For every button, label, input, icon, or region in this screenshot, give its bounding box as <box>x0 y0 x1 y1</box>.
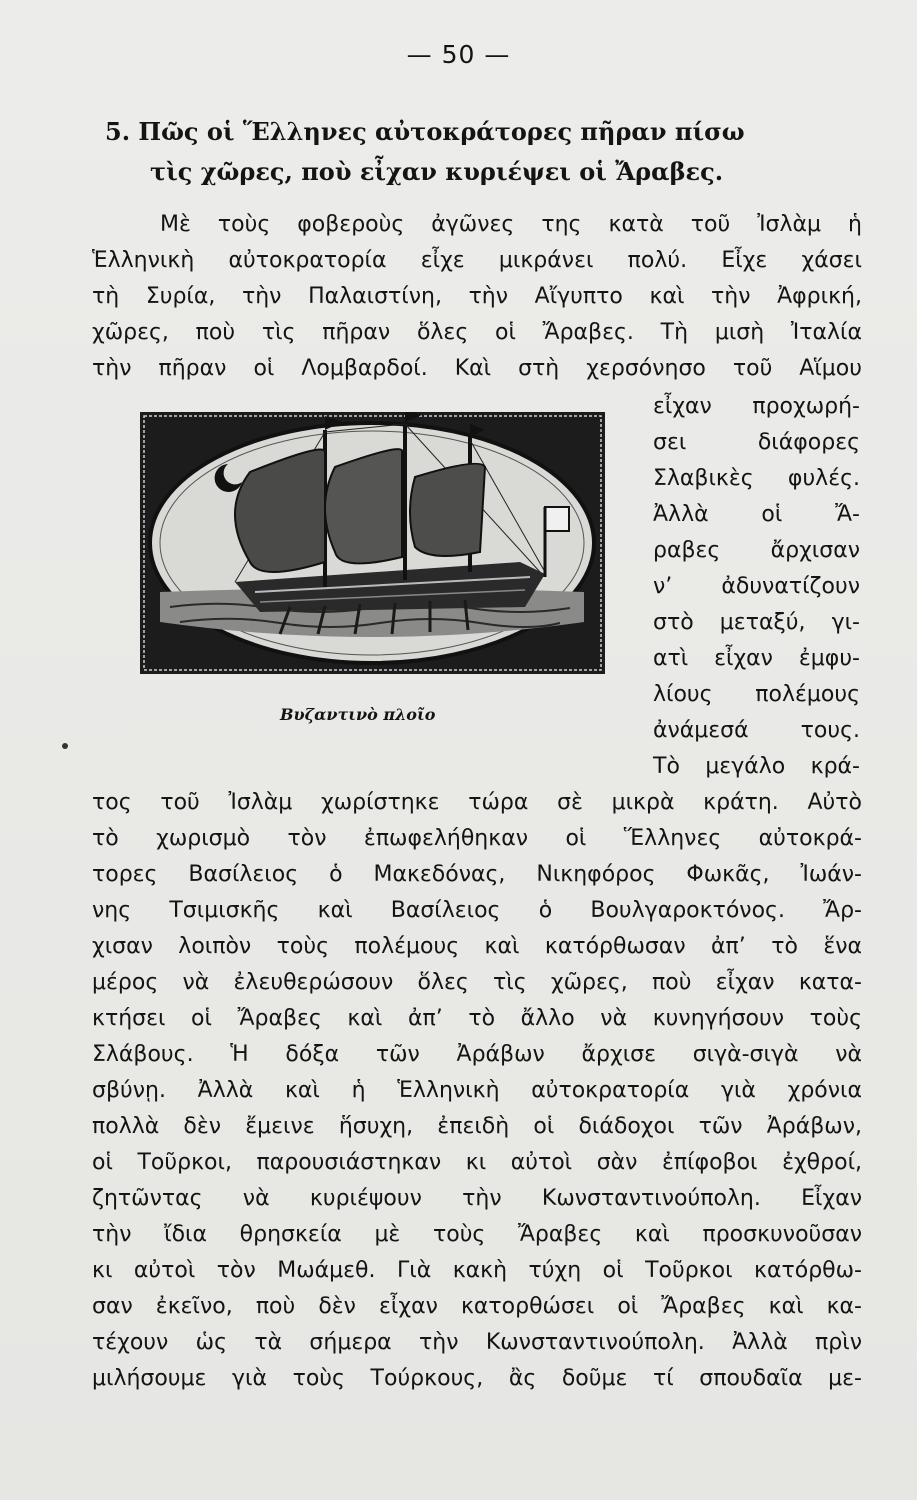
body-line: νης Τσιμισκῆς καὶ Βασίλειος ὁ Βουλγαροκτόνος. Ἄρ- <box>92 898 862 923</box>
body-line: σει διάφορες <box>653 430 860 455</box>
byzantine-ship-illustration <box>140 412 605 674</box>
body-line: στὸ μεταξύ, γι- <box>653 610 860 635</box>
body-line: σαν ἐκεῖνο, ποὺ δὲν εἶχαν κατορθώσει οἱ Ἄραβες καὶ κα- <box>92 1294 862 1319</box>
ship-woodcut-image <box>140 412 605 674</box>
body-line: Μὲ τοὺς φοβεροὺς ἀγῶνες της κατὰ τοῦ Ἰσλὰμ ἡ <box>160 212 862 237</box>
body-line: χισαν λοιπὸν τοὺς πολέμους καὶ κατόρθωσαν ἀπ’ τὸ ἕνα <box>92 934 862 959</box>
body-line: τὴν ἴδια θρησκεία μὲ τοὺς Ἄραβες καὶ προσκυνοῦσαν <box>92 1222 862 1247</box>
body-line: εἶχαν προχωρή- <box>653 394 860 419</box>
body-line: Σλαβικὲς φυλές. <box>653 466 860 491</box>
body-line: σβύνῃ. Ἀλλὰ καὶ ἡ Ἑλληνικὴ αὐτοκρατορία γιὰ χρόνια <box>92 1078 862 1103</box>
body-line: τος τοῦ Ἰσλὰμ χωρίστηκε τώρα σὲ μικρὰ κράτη. Αὐτὸ <box>92 790 862 815</box>
body-line: Ἀλλὰ οἱ Ἄ- <box>653 502 860 527</box>
body-line: μέρος νὰ ἐλευθερώσουν ὅλες τὶς χῶρες, ποὺ εἶχαν κατα- <box>92 970 862 995</box>
body-line: Σλάβους. Ἡ δόξα τῶν Ἀράβων ἄρχισε σιγὰ-σιγὰ νὰ <box>92 1042 862 1067</box>
section-heading-line-1: 5. Πῶς οἱ Ἕλληνες αὐτοκράτορες πῆραν πίσω <box>105 117 745 146</box>
body-line: πολλὰ δὲν ἔμεινε ἥσυχη, ἐπειδὴ οἱ διάδοχοι τῶν Ἀράβων, <box>92 1114 862 1139</box>
body-line: μιλήσουμε γιὰ τοὺς Τούρκους, ἂς δοῦμε τί σπουδαῖα με- <box>92 1366 862 1391</box>
figure-caption: Βυζαντινὸ πλοῖο <box>280 705 436 724</box>
body-line: λίους πολέμους <box>653 682 860 707</box>
section-heading-line-2: τὶς χῶρες, ποὺ εἶχαν κυριέψει οἱ Ἄραβες. <box>150 157 724 186</box>
body-line: τέχουν ὡς τὰ σήμερα τὴν Κωνσταντινούπολη. Ἀλλὰ πρὶν <box>92 1330 862 1355</box>
body-line: κι αὐτοὶ τὸν Μωάμεθ. Γιὰ κακὴ τύχη οἱ Τοῦρκοι κατόρθω- <box>92 1258 862 1283</box>
body-line: οἱ Τοῦρκοι, παρουσιάστηκαν κι αὐτοὶ σὰν ἐπίφοβοι ἐχθροί, <box>92 1150 862 1175</box>
body-line: ν’ ἀδυνατίζουν <box>653 574 860 599</box>
body-line: τὴ Συρία, τὴν Παλαιστίνη, τὴν Αἴγυπτο καὶ τὴν Ἀφρική, <box>92 284 862 309</box>
body-line: ζητῶντας νὰ κυριέψουν τὴν Κωνσταντινούπολη. Εἶχαν <box>92 1186 862 1211</box>
body-line: ατὶ εἶχαν ἐμφυ- <box>653 646 860 671</box>
body-line: τὴν πῆραν οἱ Λομβαρδοί. Καὶ στὴ χερσόνησο τοῦ Αἵμου <box>92 356 862 381</box>
section-heading <box>105 112 875 192</box>
margin-dot <box>62 743 68 749</box>
body-line: Τὸ μεγάλο κρά- <box>653 754 860 779</box>
body-line: ἀνάμεσά τους. <box>653 718 860 743</box>
body-line: Ἑλληνικὴ αὐτοκρατορία εἶχε μικράνει πολύ. Εἶχε χάσει <box>92 248 862 273</box>
body-line: τὸ χωρισμὸ τὸν ἐπωφελήθηκαν οἱ Ἕλληνες αὐτοκρά- <box>92 826 862 851</box>
body-line: κτήσει οἱ Ἄραβες καὶ ἀπ’ τὸ ἄλλο νὰ κυνηγήσουν τοὺς <box>92 1006 862 1031</box>
body-line: τορες Βασίλειος ὁ Μακεδόνας, Νικηφόρος Φωκᾶς, Ἰωάν- <box>92 862 862 887</box>
page-number: — 50 — <box>406 40 511 69</box>
body-line: χῶρες, ποὺ τὶς πῆραν ὅλες οἱ Ἄραβες. Τὴ μισὴ Ἰταλία <box>92 320 862 345</box>
body-line: ραβες ἄρχισαν <box>653 538 860 563</box>
